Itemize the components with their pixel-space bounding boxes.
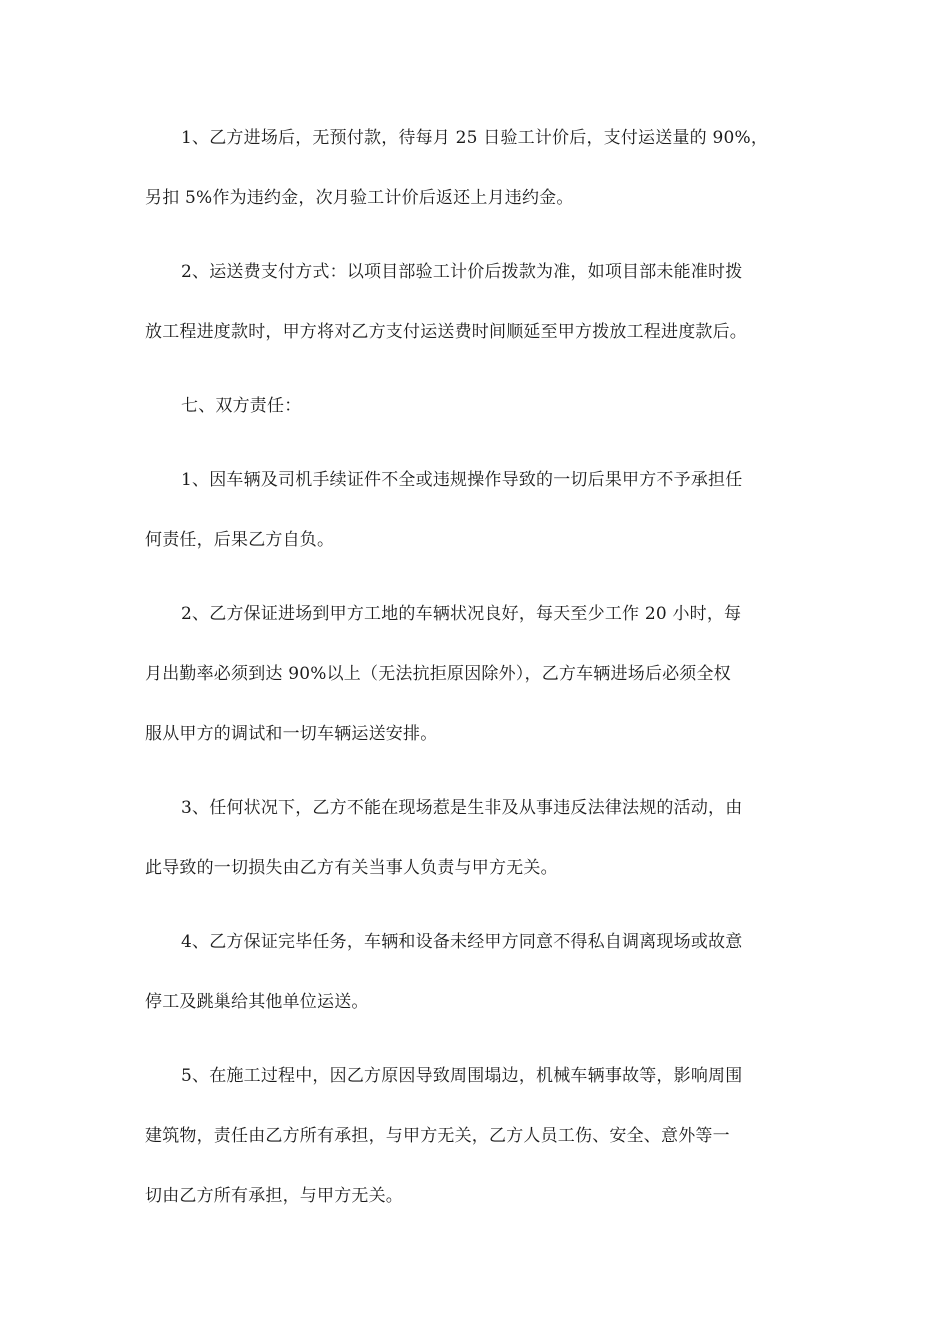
paragraph-line: 4、乙方保证完毕任务，车辆和设备未经甲方同意不得私自调离现场或故意 [181,932,743,952]
paragraph-line: 建筑物，责任由乙方所有承担，与甲方无关，乙方人员工伤、安全、意外等一 [145,1126,730,1146]
paragraph-line: 2、运送费支付方式：以项目部验工计价后拨款为准，如项目部未能准时拨 [181,262,743,282]
paragraph-line: 5、在施工过程中，因乙方原因导致周围塌边，机械车辆事故等，影响周围 [181,1066,743,1086]
section-heading: 七、双方责任： [181,396,302,416]
paragraph-line: 切由乙方所有承担，与甲方无关。 [145,1186,403,1206]
paragraph-line: 1、乙方进场后，无预付款，待每月 25 日验工计价后，支付运送量的 90%， [181,128,769,148]
paragraph-line: 3、任何状况下，乙方不能在现场惹是生非及从事违反法律法规的活动，由 [181,798,743,818]
paragraph-line: 2、乙方保证进场到甲方工地的车辆状况良好，每天至少工作 20 小时，每 [181,604,742,624]
paragraph-line: 另扣 5%作为违约金，次月验工计价后返还上月违约金。 [145,188,574,208]
paragraph-line: 何责任，后果乙方自负。 [145,530,335,550]
paragraph-line: 放工程进度款时，甲方将对乙方支付运送费时间顺延至甲方拨放工程进度款后。 [145,322,747,342]
paragraph-line: 服从甲方的调试和一切车辆运送安排。 [145,724,438,744]
paragraph-line: 月出勤率必须到达 90%以上（无法抗拒原因除外），乙方车辆进场后必须全权 [145,664,731,684]
paragraph-line: 1、因车辆及司机手续证件不全或违规操作导致的一切后果甲方不予承担任 [181,470,743,490]
paragraph-line: 此导致的一切损失由乙方有关当事人负责与甲方无关。 [145,858,558,878]
paragraph-line: 停工及跳巢给其他单位运送。 [145,992,369,1012]
